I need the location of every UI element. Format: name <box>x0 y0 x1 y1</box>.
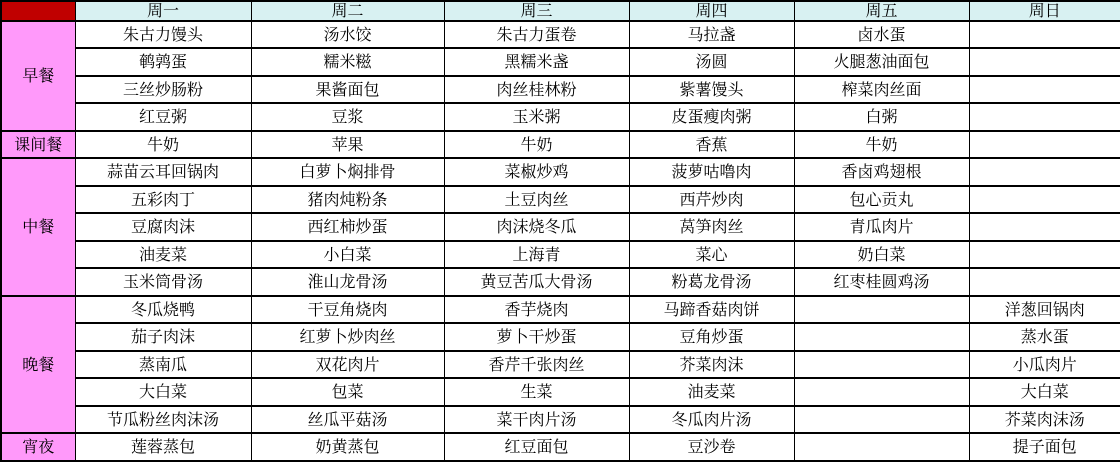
menu-cell: 豆角炒蛋 <box>629 323 794 351</box>
menu-cell: 奶白菜 <box>794 241 969 269</box>
menu-cell: 香卤鸡翅根 <box>794 158 969 186</box>
table-row <box>1 21 1120 49</box>
menu-cell: 马蹄香菇肉饼 <box>629 296 794 324</box>
header-row <box>1 1 1120 21</box>
menu-cell: 芥菜肉沫 <box>629 351 794 379</box>
menu-cell: 莲蓉蒸包 <box>75 433 251 461</box>
menu-cell <box>969 158 1120 186</box>
menu-cell: 丝瓜平菇汤 <box>251 406 444 434</box>
day-header: 周三 <box>444 1 629 21</box>
menu-cell: 菜心 <box>629 241 794 269</box>
menu-cell: 香芋烧肉 <box>444 296 629 324</box>
menu-cell: 节瓜粉丝肉沫汤 <box>75 406 251 434</box>
table-row <box>1 158 1120 186</box>
meal-label: 课间餐 <box>1 131 75 159</box>
menu-cell: 西红柿炒蛋 <box>251 213 444 241</box>
menu-cell: 蒸南瓜 <box>75 351 251 379</box>
menu-cell: 红豆粥 <box>75 103 251 131</box>
menu-cell <box>969 103 1120 131</box>
menu-cell <box>969 241 1120 269</box>
menu-cell: 苹果 <box>251 131 444 159</box>
menu-cell: 马拉盏 <box>629 21 794 49</box>
menu-cell <box>794 406 969 434</box>
menu-cell: 小瓜肉片 <box>969 351 1120 379</box>
day-header: 周二 <box>251 1 444 21</box>
menu-cell: 火腿葱油面包 <box>794 48 969 76</box>
menu-cell: 五彩肉丁 <box>75 186 251 214</box>
menu-cell: 牛奶 <box>794 131 969 159</box>
table-row <box>1 76 1120 104</box>
menu-cell <box>969 186 1120 214</box>
menu-cell: 卤水蛋 <box>794 21 969 49</box>
menu-cell: 白粥 <box>794 103 969 131</box>
menu-cell: 三丝炒肠粉 <box>75 76 251 104</box>
menu-cell: 奶黄蒸包 <box>251 433 444 461</box>
menu-cell: 牛奶 <box>75 131 251 159</box>
menu-cell: 猪肉炖粉条 <box>251 186 444 214</box>
menu-cell: 蒸水蛋 <box>969 323 1120 351</box>
menu-cell <box>969 48 1120 76</box>
table-row <box>1 213 1120 241</box>
menu-cell: 包心贡丸 <box>794 186 969 214</box>
table-row <box>1 351 1120 379</box>
menu-cell: 冬瓜烧鸭 <box>75 296 251 324</box>
menu-cell: 香芹千张肉丝 <box>444 351 629 379</box>
menu-cell: 淮山龙骨汤 <box>251 268 444 296</box>
meal-label: 早餐 <box>1 21 75 131</box>
menu-cell: 玉米筒骨汤 <box>75 268 251 296</box>
menu-cell <box>969 131 1120 159</box>
table-row <box>1 103 1120 131</box>
menu-cell: 土豆肉丝 <box>444 186 629 214</box>
menu-cell: 上海青 <box>444 241 629 269</box>
menu-cell: 肉丝桂林粉 <box>444 76 629 104</box>
menu-cell: 汤圆 <box>629 48 794 76</box>
menu-cell <box>969 268 1120 296</box>
menu-cell: 莴笋肉丝 <box>629 213 794 241</box>
corner-cell <box>1 1 75 21</box>
menu-cell <box>969 76 1120 104</box>
menu-cell: 红萝卜炒肉丝 <box>251 323 444 351</box>
menu-cell: 肉沫烧冬瓜 <box>444 213 629 241</box>
table-row <box>1 268 1120 296</box>
menu-cell: 菜椒炒鸡 <box>444 158 629 186</box>
menu-cell: 豆腐肉沫 <box>75 213 251 241</box>
menu-cell <box>794 378 969 406</box>
menu-cell: 干豆角烧肉 <box>251 296 444 324</box>
menu-cell: 洋葱回锅肉 <box>969 296 1120 324</box>
table-row <box>1 406 1120 434</box>
menu-cell: 双花肉片 <box>251 351 444 379</box>
menu-cell: 大白菜 <box>969 378 1120 406</box>
menu-cell: 粉葛龙骨汤 <box>629 268 794 296</box>
menu-cell <box>794 296 969 324</box>
menu-cell: 紫薯馒头 <box>629 76 794 104</box>
table-row <box>1 323 1120 351</box>
day-header: 周一 <box>75 1 251 21</box>
menu-cell: 油麦菜 <box>629 378 794 406</box>
meal-label: 宵夜 <box>1 433 75 461</box>
menu-cell: 牛奶 <box>444 131 629 159</box>
menu-cell: 提子面包 <box>969 433 1120 461</box>
menu-cell <box>794 351 969 379</box>
day-header: 周日 <box>969 1 1120 21</box>
menu-cell: 菜干肉片汤 <box>444 406 629 434</box>
menu-cell: 大白菜 <box>75 378 251 406</box>
menu-body <box>1 21 1120 461</box>
menu-cell: 小白菜 <box>251 241 444 269</box>
menu-cell: 黄豆苦瓜大骨汤 <box>444 268 629 296</box>
menu-cell: 鹌鹑蛋 <box>75 48 251 76</box>
menu-cell: 玉米粥 <box>444 103 629 131</box>
day-header: 周四 <box>629 1 794 21</box>
day-header: 周五 <box>794 1 969 21</box>
menu-cell <box>969 21 1120 49</box>
menu-cell: 朱古力馒头 <box>75 21 251 49</box>
table-row <box>1 131 1120 159</box>
menu-cell: 果酱面包 <box>251 76 444 104</box>
menu-cell <box>794 433 969 461</box>
menu-cell: 榨菜肉丝面 <box>794 76 969 104</box>
menu-cell: 白萝卜焖排骨 <box>251 158 444 186</box>
menu-cell: 包菜 <box>251 378 444 406</box>
meal-label: 中餐 <box>1 158 75 296</box>
menu-cell: 香蕉 <box>629 131 794 159</box>
menu-cell: 蒜苗云耳回锅肉 <box>75 158 251 186</box>
menu-cell: 糯米糍 <box>251 48 444 76</box>
table-row <box>1 241 1120 269</box>
menu-cell: 油麦菜 <box>75 241 251 269</box>
meal-label: 晚餐 <box>1 296 75 434</box>
menu-cell: 皮蛋瘦肉粥 <box>629 103 794 131</box>
menu-cell: 汤水饺 <box>251 21 444 49</box>
table-row <box>1 48 1120 76</box>
table-row <box>1 186 1120 214</box>
table-row <box>1 378 1120 406</box>
menu-cell: 朱古力蛋卷 <box>444 21 629 49</box>
menu-cell: 生菜 <box>444 378 629 406</box>
menu-cell: 青瓜肉片 <box>794 213 969 241</box>
table-row <box>1 433 1120 461</box>
menu-cell: 红枣桂圆鸡汤 <box>794 268 969 296</box>
menu-cell: 黑糯米盏 <box>444 48 629 76</box>
table-row <box>1 296 1120 324</box>
menu-cell <box>794 323 969 351</box>
menu-cell: 菠萝咕噜肉 <box>629 158 794 186</box>
menu-cell: 红豆面包 <box>444 433 629 461</box>
menu-cell: 西芹炒肉 <box>629 186 794 214</box>
menu-cell: 冬瓜肉片汤 <box>629 406 794 434</box>
menu-cell: 萝卜干炒蛋 <box>444 323 629 351</box>
menu-cell: 豆沙卷 <box>629 433 794 461</box>
menu-cell <box>969 213 1120 241</box>
menu-cell: 芥菜肉沫汤 <box>969 406 1120 434</box>
menu-cell: 茄子肉沫 <box>75 323 251 351</box>
menu-cell: 豆浆 <box>251 103 444 131</box>
